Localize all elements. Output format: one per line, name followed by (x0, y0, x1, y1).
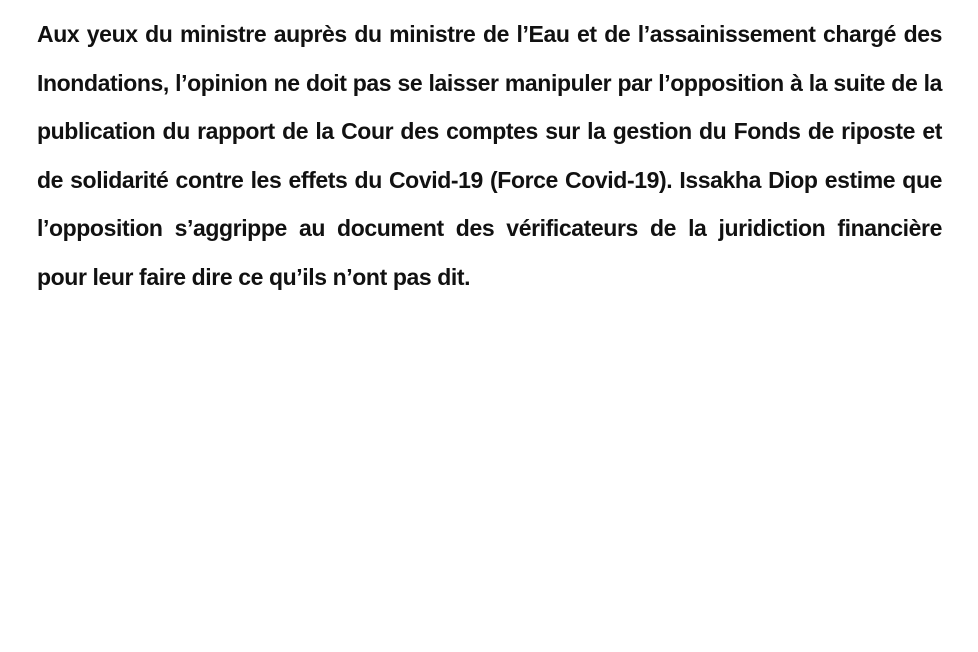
article-paragraph: Aux yeux du ministre auprès du ministre de l’Eau et de l’assainissement chargé des Inondations, l’opinion ne doit pas se laisser manipuler par l’opposition à la suite de la publication du rapport de la Cour des comptes sur la gestion du Fonds de riposte et de solidarité contre les effets du Covid-19 (Force Covid-19). Issakha Diop estime que l’opposition s’aggrippe au document des vérificateurs de la juridiction financière pour leur faire dire ce qu’ils n’ont pas dit. (37, 21, 942, 290)
